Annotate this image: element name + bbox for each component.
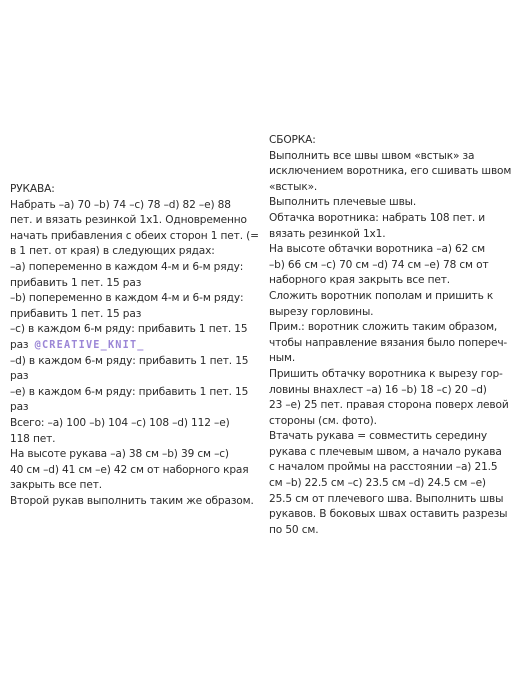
sleeves-line: начать прибавления с обеих сторон 1 пет. (= xyxy=(10,229,259,242)
sleeves-line: На высоте рукава –а) 38 см –b) 39 см –с) xyxy=(10,448,229,461)
assembly-line: с началом проймы на расстоянии –а) 21.5 xyxy=(269,461,498,474)
sleeves-line: Всего: –а) 100 –b) 104 –с) 108 –d) 112 –е) xyxy=(10,416,230,429)
assembly-line: стороны (см. фото). xyxy=(269,414,377,427)
assembly-line: вязать резинкой 1х1. xyxy=(269,227,386,240)
assembly-line: ловины внахлест –а) 16 –b) 18 –с) 20 –d) xyxy=(269,383,487,396)
assembly-line: «встык». xyxy=(269,180,318,193)
assembly-line: На высоте обтачки воротника –а) 62 см xyxy=(269,243,485,256)
sleeves-line: закрыть все пет. xyxy=(10,479,102,492)
assembly-line: –b) 66 см –с) 70 см –d) 74 см –е) 78 см от xyxy=(269,258,489,271)
sleeves-line-with-watermark xyxy=(10,338,262,354)
sleeves-line: раз xyxy=(10,401,29,414)
assembly-line: Выполнить плечевые швы. xyxy=(269,196,417,209)
sleeves-line: прибавить 1 пет. 15 раз xyxy=(10,307,142,320)
assembly-line: Втачать рукава = совместить середину xyxy=(269,430,488,443)
sleeves-line: 118 пет. xyxy=(10,432,56,445)
sleeves-line: 40 см –d) 41 см –е) 42 см от наборного края xyxy=(10,463,249,476)
sleeves-line: –а) попеременно в каждом 4-м и 6-м ряду: xyxy=(10,260,244,273)
sleeves-line: Второй рукав выполнить таким же образом. xyxy=(10,494,254,507)
assembly-line: Пришить обтачку воротника к вырезу гор- xyxy=(269,367,503,380)
watermark-text: @CREATIVE_KNIT_ xyxy=(34,339,145,351)
assembly-line: см –b) 22.5 см –с) 23.5 см –d) 24.5 см –е) xyxy=(269,477,486,490)
assembly-line: исключением воротника, его сшивать швом xyxy=(269,165,512,178)
sleeves-line: –с) в каждом 6-м ряду: прибавить 1 пет. 15 xyxy=(10,323,248,336)
sleeves-line: –е) в каждом 6-м ряду: прибавить 1 пет. 15 xyxy=(10,385,249,398)
sleeves-line: –b) попеременно в каждом 4-м и 6-м ряду: xyxy=(10,292,244,305)
assembly-line: Прим.: воротник сложить таким образом, xyxy=(269,321,498,334)
assembly-line: 25.5 см от плечевого шва. Выполнить швы xyxy=(269,492,504,505)
assembly-line: Выполнить все швы швом «встык» за xyxy=(269,149,475,162)
assembly-section xyxy=(269,133,515,538)
assembly-line: чтобы направление вязания было попереч- xyxy=(269,336,508,349)
assembly-heading: СБОРКА: xyxy=(269,134,316,146)
sleeves-line: прибавить 1 пет. 15 раз xyxy=(10,276,142,289)
assembly-line: 23 –е) 25 пет. правая сторона поверх левой xyxy=(269,399,509,412)
sleeves-line: –d) в каждом 6-м ряду: прибавить 1 пет. 15 xyxy=(10,354,249,367)
assembly-line: Обтачка воротника: набрать 108 пет. и xyxy=(269,211,486,224)
sleeves-line: пет. и вязать резинкой 1х1. Одновременно xyxy=(10,214,247,227)
sleeves-line: раз xyxy=(10,370,29,383)
sleeves-heading: РУКАВА: xyxy=(10,183,55,195)
assembly-line: наборного края закрыть все пет. xyxy=(269,274,451,287)
sleeves-line-text: раз xyxy=(10,338,29,351)
assembly-line: рукава с плечевым швом, а начало рукава xyxy=(269,445,502,458)
sleeves-section xyxy=(10,182,262,509)
assembly-line: вырезу горловины. xyxy=(269,305,374,318)
sleeves-line: в 1 пет. от края) в следующих рядах: xyxy=(10,245,215,258)
assembly-line: ным. xyxy=(269,352,296,365)
assembly-line: по 50 см. xyxy=(269,523,319,536)
assembly-line: рукавов. В боковых швах оставить разрезы xyxy=(269,508,508,521)
sleeves-line: Набрать –а) 70 –b) 74 –с) 78 –d) 82 –е) 88 xyxy=(10,198,231,211)
assembly-line: Сложить воротник пополам и пришить к xyxy=(269,289,494,302)
